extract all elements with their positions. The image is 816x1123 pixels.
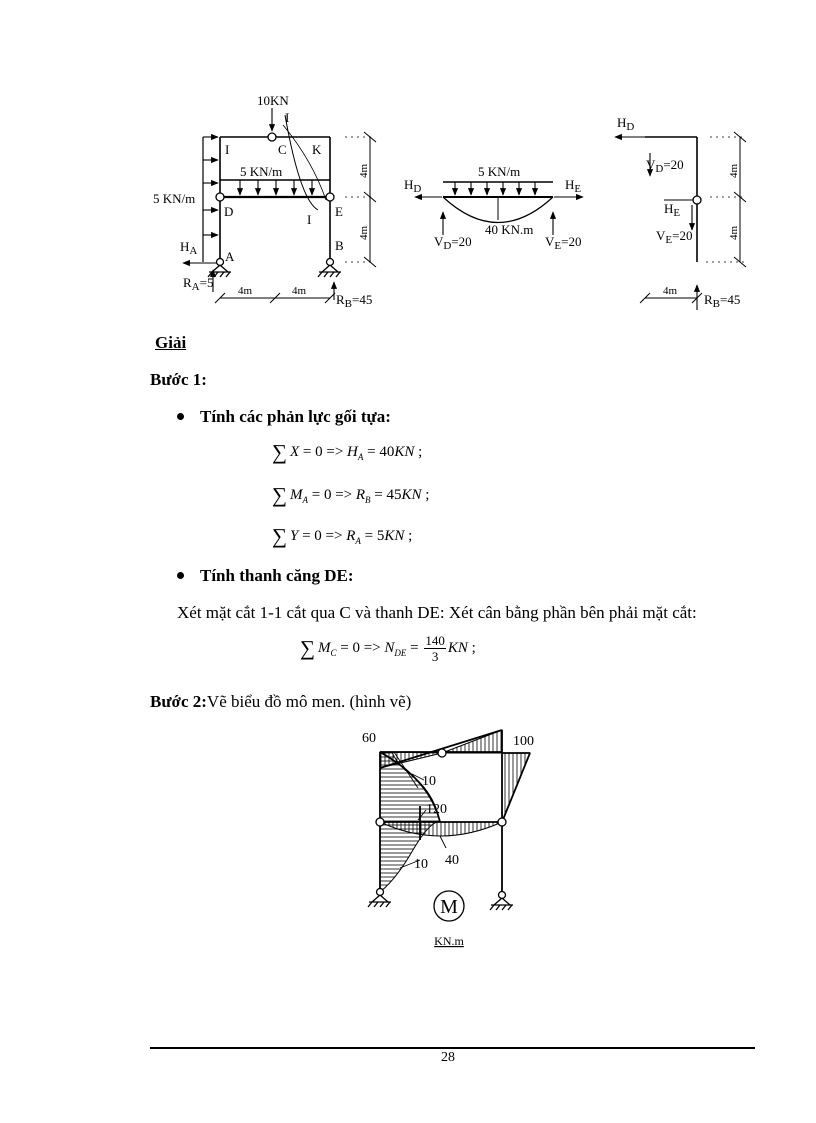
column-load-label: 5 KN/m xyxy=(153,191,196,206)
footer-rule xyxy=(150,1047,755,1049)
force-label: $V_D=20$ xyxy=(434,234,472,252)
moment-value: 100 xyxy=(513,734,534,749)
node-label: C xyxy=(278,142,287,157)
equation-sum-ma: ∑ $M_A = 0 => R_B = 45KN$ ; xyxy=(272,483,430,507)
equation-sum-mc: ∑ $M_C = 0 => N_{DE}$ = $\frac{140}{3}$ KN ; xyxy=(300,633,476,664)
force-label: $H_D$ xyxy=(617,115,635,133)
node-label: D xyxy=(224,204,234,219)
moment-diagram xyxy=(0,710,816,970)
node-label: A xyxy=(225,249,235,264)
moment-value: 60 xyxy=(362,731,376,746)
tie-rod-labels xyxy=(404,164,581,252)
moment-symbol: M xyxy=(440,896,458,918)
equation-sum-x: ∑ $X = 0 => H_A = 40KN$ ; xyxy=(272,440,423,464)
moment-legend xyxy=(434,891,464,948)
force-label: $H_E$ xyxy=(664,201,681,219)
moment-unit: KN.m xyxy=(434,934,464,948)
section-label: I xyxy=(285,110,290,125)
step1-heading: Bước 1: xyxy=(150,370,207,389)
reaction-label: $R_A=5$ xyxy=(183,275,214,293)
dimension-label: 4m xyxy=(358,225,370,240)
bullet-reactions: Tính các phản lực gối tựa: xyxy=(177,407,391,427)
step2-line: Bước 2:Vẽ biểu đồ mô men. (hình vẽ) xyxy=(150,692,412,711)
node-label: E xyxy=(335,204,343,219)
moment-value: 10 xyxy=(414,857,428,872)
dimension-label: 4m xyxy=(728,225,740,240)
dimension-label: 4m xyxy=(238,285,253,297)
node-label: I xyxy=(225,142,230,157)
equation-sum-y: ∑ $Y = 0 => R_A = 5KN$ ; xyxy=(272,524,413,548)
page-number: 28 xyxy=(441,1050,455,1065)
force-label: $H_E$ xyxy=(565,177,582,195)
structure-diagrams xyxy=(0,0,816,330)
moment-value: 10 xyxy=(422,774,436,789)
frame-figure xyxy=(183,108,376,303)
force-label: $V_E=20$ xyxy=(545,234,582,252)
solution-heading: Giải xyxy=(155,333,187,352)
dimension-label: 4m xyxy=(358,163,370,178)
frame-labels xyxy=(153,93,372,310)
dimension-label: 4m xyxy=(663,285,678,297)
point-load-label: 10KN xyxy=(257,93,289,108)
dimension-label: 4m xyxy=(292,285,307,297)
moment-label: 40 KN.m xyxy=(485,222,534,237)
section-paragraph: Xét mặt cắt 1-1 cắt qua C và thanh DE: Xét cân bằng phần bên phải mặt cắt: xyxy=(177,603,697,622)
reaction-label: $R_B=45$ xyxy=(704,292,741,310)
force-label: $V_D=20$ xyxy=(646,157,684,175)
bullet-tie-rod: Tính thanh căng DE: xyxy=(177,566,354,586)
beam-load-label: 5 KN/m xyxy=(240,164,283,179)
node-label: K xyxy=(312,142,322,157)
dimension-label: 4m xyxy=(728,163,740,178)
reaction-label: $H_A$ xyxy=(180,239,198,257)
moment-value: 120 xyxy=(426,802,447,817)
force-label: $V_E=20$ xyxy=(656,228,693,246)
section-label: I xyxy=(307,212,312,227)
tie-load-label: 5 KN/m xyxy=(478,164,521,179)
column-labels xyxy=(617,115,740,310)
node-label: B xyxy=(335,238,344,253)
moment-value: 40 xyxy=(445,853,459,868)
reaction-label: $R_B=45$ xyxy=(336,292,373,310)
force-label: $H_D$ xyxy=(404,177,422,195)
